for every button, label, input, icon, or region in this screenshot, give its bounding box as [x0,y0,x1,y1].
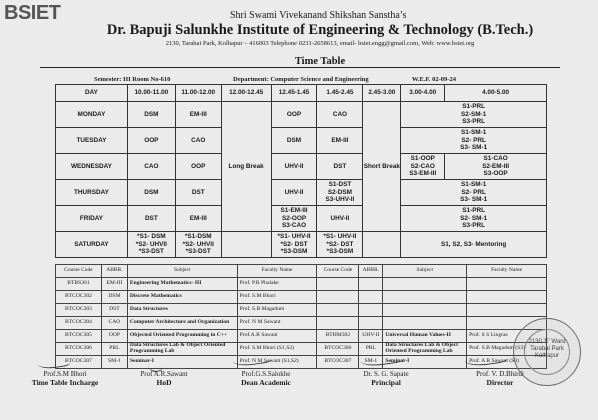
abbr: SM-1 [101,356,127,369]
institute-name: Dr. Bapuji Salunkhe Institute of Engineering & Technology (B.Tech.) [106,22,534,38]
faculty-name [467,291,547,304]
course-code [317,278,359,291]
lab-cell [401,206,547,232]
signatory-role: HoD [156,378,172,387]
col-subject: Subject [127,265,237,278]
signatory-principal [346,370,426,387]
signatory-name: Prof. V. D.Bhirdi [476,370,524,378]
day-label: MONDAY [56,102,128,128]
empty-cell [363,232,401,258]
batch-entry: S1-DST [328,181,352,189]
header-divider [40,67,560,68]
abbr [359,304,383,317]
faculty-name: Prof. P.R Phalake [237,278,317,291]
batch-lecture-cell [271,206,317,232]
lab-batch: S2- PRL [461,136,486,144]
faculty-name: Prof. N M Sawant [237,317,317,330]
lab-cell [401,154,445,180]
empty-cell [221,232,271,258]
abbr: OOP [101,330,127,343]
subject-row [56,304,547,317]
lecture-cell: OOP [127,128,175,154]
batch-entry: S1-EM-III [280,207,308,215]
sanstha-name: Shri Swami Vivekanand Shikshan Sanstha’s [230,10,407,21]
col-faculty-2: Faculty Name [467,265,547,278]
institute-seal [513,318,581,386]
day-label: THURSDAY [56,180,128,206]
subject-name: Objected Oriented Programming in C++ [127,330,237,343]
subject-row [56,291,547,304]
lab-cell [401,102,547,128]
lecture-cell: UHV-II [271,154,317,180]
seal-line: Tarabai Park [530,346,564,353]
batch-entry: *S3-DST [138,248,164,256]
col-subject-2: Subject [383,265,467,278]
row-friday [56,206,547,232]
course-code: BTCOC306 [317,343,359,356]
batch-entry: S3-UHV-II [325,196,355,204]
lecture-cell: CAO [127,154,175,180]
batch-entry: *S1- DSM [137,233,166,241]
signatory-role: Time Table Incharge [31,378,99,387]
row-thursday [56,180,547,206]
lab-batch: S3-PRL [462,222,486,230]
header-slot-2: 11.00-12.00 [175,85,221,102]
long-break-cell: Long Break [221,102,271,232]
abbr [359,291,383,304]
abbr: PRL [101,343,127,356]
mentoring-cell: S1, S2, S3- Mentoring [401,232,547,258]
faculty-name [467,278,547,291]
header-slot-3: 12.00-12.45 [221,85,271,102]
faculty-name: Prof. S.B Magadum [237,304,317,317]
lecture-cell: DST [175,180,221,206]
page-title: Time Table [294,56,346,67]
day-label: SATURDAY [56,232,128,258]
lab-batch: S3- SM-1 [460,144,488,152]
day-label: TUESDAY [56,128,128,154]
header-slot-6: 2.45-3.00 [363,85,401,102]
subject-name [383,317,467,330]
lab-batch: S1-PRL [462,103,486,111]
signatory-timetable-incharge [24,370,106,387]
lecture-cell: UHV-II [317,206,363,232]
col-abbr: ABBR. [101,265,127,278]
lab-batch: S1-CAO [483,155,508,163]
semester-room: Semester: III Room No-610 [94,76,171,83]
lab-cell [401,180,547,206]
timetable [55,84,547,258]
lecture-cell: EM-III [175,102,221,128]
day-label: FRIDAY [56,206,128,232]
course-code: BTCOC303 [56,304,102,317]
batch-lecture-cell [271,232,317,258]
abbr: PRL [359,343,383,356]
signatory-name: Prof.G.S.Salokhe [241,370,291,378]
subject-name: Computer Architecture and Organization [127,317,237,330]
faculty-name: Prof. S.M Bhori [237,291,317,304]
lab-batch: S3-OOP [483,170,508,178]
course-code [317,304,359,317]
batch-entry: *S2- DST [280,240,308,248]
faculty-name: Prof. A R Sawant (S3) [467,356,547,369]
col-course-code-2: Course Code [317,265,359,278]
subject-row [56,317,547,330]
batch-entry: *S1-DSM [184,233,212,241]
lecture-cell: CAO [175,128,221,154]
batch-entry: *S3-DST [185,248,211,256]
lecture-cell: OOP [271,102,317,128]
subject-name [383,278,467,291]
lab-batch: S2-EM-III [482,162,510,170]
signatory-name: Prof.S.M Bhori [43,370,87,378]
faculty-name: Prof. S.M Bhori (S1,S2) [237,343,317,356]
col-abbr-2: ABBR. [359,265,383,278]
course-code: BTBS301 [56,278,102,291]
abbr [359,278,383,291]
subject-name: Data Structures [127,304,237,317]
lab-batch: S2- PRL [461,188,486,196]
lecture-cell: DST [127,206,175,232]
header-day: DAY [56,85,128,102]
lab-cell [445,154,547,180]
signatory-role: Principal [371,378,401,387]
lab-batch: S1-OOP [410,155,435,163]
lecture-cell: DSM [127,102,175,128]
row-wednesday [56,154,547,180]
header-slot-5: 1.45-2.45 [317,85,363,102]
signatory-dean-academic [222,370,310,387]
col-faculty: Faculty Name [237,265,317,278]
seal-line: 2130 'E' Ward [528,339,566,345]
wef-date: W.E.F. 02-09-24 [412,76,456,83]
short-break-cell: Short Break [363,102,401,232]
lab-batch: S2-SM-1 [461,110,487,118]
lecture-cell: DSM [271,128,317,154]
faculty-name: Prof. S.B Magadum (S3) [467,343,547,356]
batch-entry: *S3-DSM [280,248,308,256]
signatory-role: Dean Academic [241,378,291,387]
seal-line: Kolhapur [534,353,560,360]
faculty-name: Prof.A.R Sawant [237,330,317,343]
header-slot-4: 12.45-1.45 [271,85,317,102]
subject-name: Universal Human Values-II [383,330,467,343]
course-code: BTCOC302 [56,291,102,304]
course-code: BTHM302 [317,330,359,343]
subject-name: Seminar-I [383,356,467,369]
abbr: UHV-II [359,330,383,343]
batch-entry: *S1- UHV-II [277,233,311,241]
signatory-name: Dr. S. G. Sapate [363,370,409,378]
abbr: SM-1 [359,356,383,369]
batch-lecture-cell [127,232,175,258]
batch-entry: *S1- UHV-II [323,233,357,241]
subject-name [383,291,467,304]
lecture-cell: DST [317,154,363,180]
batch-lecture-cell [317,180,363,206]
header-slot-8: 4.00-5.00 [445,85,547,102]
batch-entry: S2-OOP [281,214,307,222]
signatory-name: Prof A.R.Sawant [140,370,188,378]
lab-batch: S1-SM-1 [461,129,487,137]
lab-batch: S1-SM-1 [461,181,487,189]
lab-cell [401,128,547,154]
lab-batch: S3- SM-1 [460,196,488,204]
abbr [359,317,383,330]
institute-logo: BSIET [4,2,61,24]
abbr: CAO [101,317,127,330]
batch-entry: S3-CAO [281,222,307,230]
lab-batch: S1-PRL [462,207,486,215]
batch-lecture-cell [317,232,363,258]
lecture-cell: EM-III [317,128,363,154]
row-tuesday [56,128,547,154]
subject-name: Data Structures Lab & Object Oriented Programming Lab [383,343,467,356]
seal-text [514,339,580,361]
course-code: BTCOC304 [56,317,102,330]
subject-name: Seminar-I [127,356,237,369]
row-monday [56,102,547,128]
course-code: BTCOC307 [56,356,102,369]
batch-entry: *S3-DSM [326,248,354,256]
timetable-header-row [56,85,547,102]
abbr: EM-III [101,278,127,291]
course-code [317,317,359,330]
course-code [317,291,359,304]
day-label: WEDNESDAY [56,154,128,180]
faculty-name: Prof. N M Sawant (S1,S2) [237,356,317,369]
lecture-cell: OOP [175,154,221,180]
department: Department: Computer Science and Engineering [233,76,369,83]
batch-entry: S2-DSM [327,188,352,196]
lab-batch: S2-CAO [410,162,435,170]
faculty-name: Prof. S S Lingras [467,330,547,343]
course-code: BTCOC305 [56,330,102,343]
abbr: DST [101,304,127,317]
subject-name [383,304,467,317]
lab-batch: S2- SM-1 [460,214,488,222]
faculty-name [467,304,547,317]
subject-row [56,278,547,291]
signatory-hod [124,370,204,387]
header-slot-7: 3.00-4.00 [401,85,445,102]
row-saturday [56,232,547,258]
lecture-cell: DSM [127,180,175,206]
course-code: BTCOC307 [317,356,359,369]
lecture-cell: CAO [317,102,363,128]
subject-name: Data Structures Lab & Object Oriented Programming Lab [127,343,237,356]
subject-name: Engineering Mathematics- III [127,278,237,291]
lecture-cell: EM-III [175,206,221,232]
signatory-role: Director [486,378,514,387]
institute-address: 2130, Tarabai Park, Kolhapur – 416003 Telephone 0231-2658613, email- bsiet.engg@gmail.com, Web: www.bsiet.org [165,40,475,47]
batch-entry: *S2- UHVII [135,240,167,248]
col-course-code: Course Code [56,265,102,278]
subject-name: Discrete Mathematics [127,291,237,304]
lab-batch: S3-EM-III [409,170,437,178]
lab-batch: S3-PRL [462,118,486,126]
course-code: BTCOC306 [56,343,102,356]
batch-lecture-cell [175,232,221,258]
batch-entry: *S2- UHVII [182,240,214,248]
lecture-cell: UHV-II [271,180,317,206]
header-slot-1: 10.00-11.00 [127,85,175,102]
subject-header-row [56,265,547,278]
abbr: DSM [101,291,127,304]
subject-row [56,330,547,343]
batch-entry: *S2- DST [326,240,354,248]
